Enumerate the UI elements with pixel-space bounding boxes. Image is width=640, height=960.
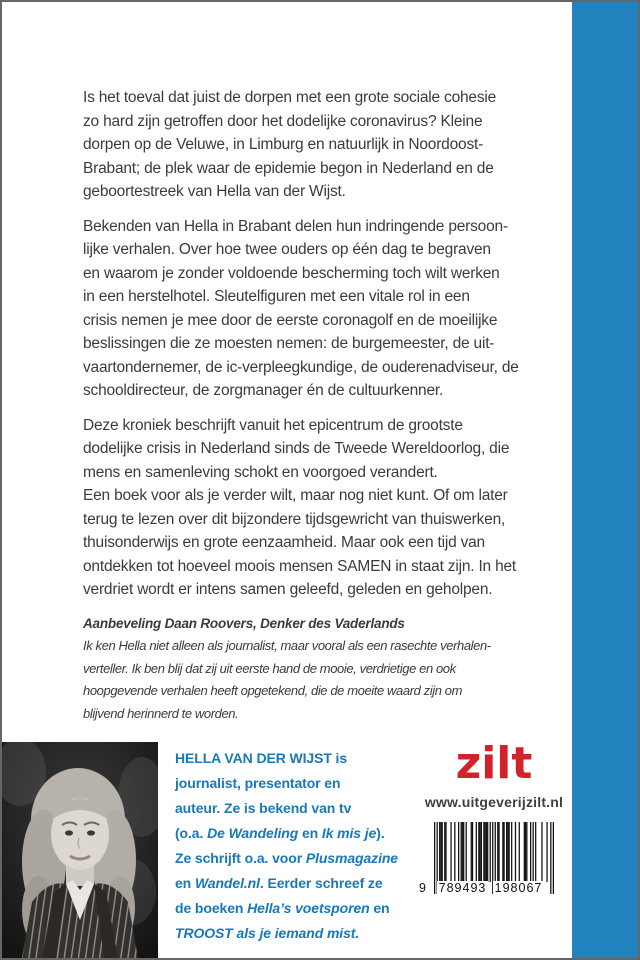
text-line: Is het toeval dat juist de dorpen met een grote sociale cohesie xyxy=(83,89,497,106)
text-line: thuisonderwijs en grote eenzaamheid. Maar ook een tijd van xyxy=(83,534,485,551)
text-line: mens en samenleving schokt en voorgoed verandert. xyxy=(83,463,438,481)
text-line: ontdekken tot hoeveel moois mensen SAMEN in staat zijn. In het xyxy=(83,557,517,575)
bio-line: journalist, presentator en xyxy=(175,775,341,791)
quote-line: hoopgevende verhalen heeft opgetekend, die de moeite waard zijn om xyxy=(83,683,463,698)
text-line: lijke verhalen. Over hoe twee ouders op één dag te begraven xyxy=(83,241,491,258)
isbn-digit-group: 789493 xyxy=(438,881,487,895)
bio-line: Ze schrijft o.a. voor Plusmagazine xyxy=(175,850,398,866)
publisher-website: www.uitgeverijzilt.nl xyxy=(424,794,564,810)
author-bio xyxy=(175,746,425,946)
text-line: Een boek voor als je verder wilt, maar nog niet kunt. Of om later xyxy=(83,487,508,504)
author-portrait-photo xyxy=(2,742,158,958)
quote-line: blijvend herinnerd te worden. xyxy=(83,705,239,721)
bio-line: TROOST als je iemand mist. xyxy=(175,925,360,941)
text-line: Brabant; de plek waar de epidemie begon in Nederland en de xyxy=(83,159,494,177)
synopsis-text xyxy=(83,86,575,613)
text-line: vaartondernemer, de ic-verpleegkundige, de ouderenadviseur, de xyxy=(83,358,519,376)
text-line: dorpen op de Veluwe, in Limburg en natuurlijk in Noordoost- xyxy=(83,136,484,153)
bio-line: de boeken Hella’s voetsporen en xyxy=(175,900,390,916)
text-line: Bekenden van Hella in Brabant delen hun indringende persoon- xyxy=(83,217,508,235)
text-line: schooldirecteur, de zorgmanager én de cultuurkenner. xyxy=(83,382,444,399)
text-line: en waarom je zonder voldoende bescherming toch wilt werken xyxy=(83,264,500,282)
bio-line: HELLA VAN DER WIJST is xyxy=(175,750,348,766)
text-line: verdriet wordt er intens samen geleefd, geleden en geholpen. xyxy=(83,581,493,598)
recommendation-heading: Aanbeveling Daan Roovers, Denker des Vaderlands xyxy=(83,616,405,631)
isbn-barcode xyxy=(419,822,556,908)
isbn-digit-group: 198067 xyxy=(494,881,543,895)
text-line: zo hard zijn getroffen door het dodelijke coronavirus? Kleine xyxy=(83,112,483,130)
bio-line: auteur. Ze is bekend van tv xyxy=(175,800,352,816)
text-line: dodelijke crisis in Nederland sinds de Tweede Wereldoorlog, die xyxy=(83,440,510,457)
text-line: geboortestreek van Hella van der Wijst. xyxy=(83,183,346,200)
quote-line: Ik ken Hella niet alleen als journalist, maar vooral als een rasechte verhalen- xyxy=(83,638,491,653)
text-line: beslissingen die ze moesten nemen: de burgemeester, de uit- xyxy=(83,335,495,352)
spine-accent-stripe xyxy=(572,2,638,958)
bio-line: (o.a. De Wandeling en Ik mis je). xyxy=(175,825,385,841)
synopsis-paragraph xyxy=(83,414,575,602)
quote-line: verteller. Ik ben blij dat zij uit eerste hand de mooie, verdrietige en ook xyxy=(83,660,456,676)
publisher-block xyxy=(410,740,578,908)
publisher-logo-zilt: zilt xyxy=(455,738,533,789)
bio-line: en Wandel.nl. Eerder schreef ze xyxy=(175,875,383,891)
text-line: terug te lezen over dit bijzondere tijdsgewricht van thuiswerken, xyxy=(83,510,506,528)
text-line: in een herstelhotel. Sleutelfiguren met een vitale rol in een xyxy=(83,288,470,305)
isbn-digit-group: 9 xyxy=(419,881,427,895)
text-line: Deze kroniek beschrijft vanuit het epicentrum de grootste xyxy=(83,416,463,434)
isbn-number xyxy=(419,880,548,896)
portrait-illustration xyxy=(2,742,158,958)
recommendation-block xyxy=(83,612,575,725)
text-line: crisis nemen je mee door de eerste coronagolf en de moeilijke xyxy=(83,311,498,329)
recommendation-quote xyxy=(83,635,575,725)
synopsis-paragraph xyxy=(83,86,575,204)
synopsis-paragraph xyxy=(83,215,575,403)
